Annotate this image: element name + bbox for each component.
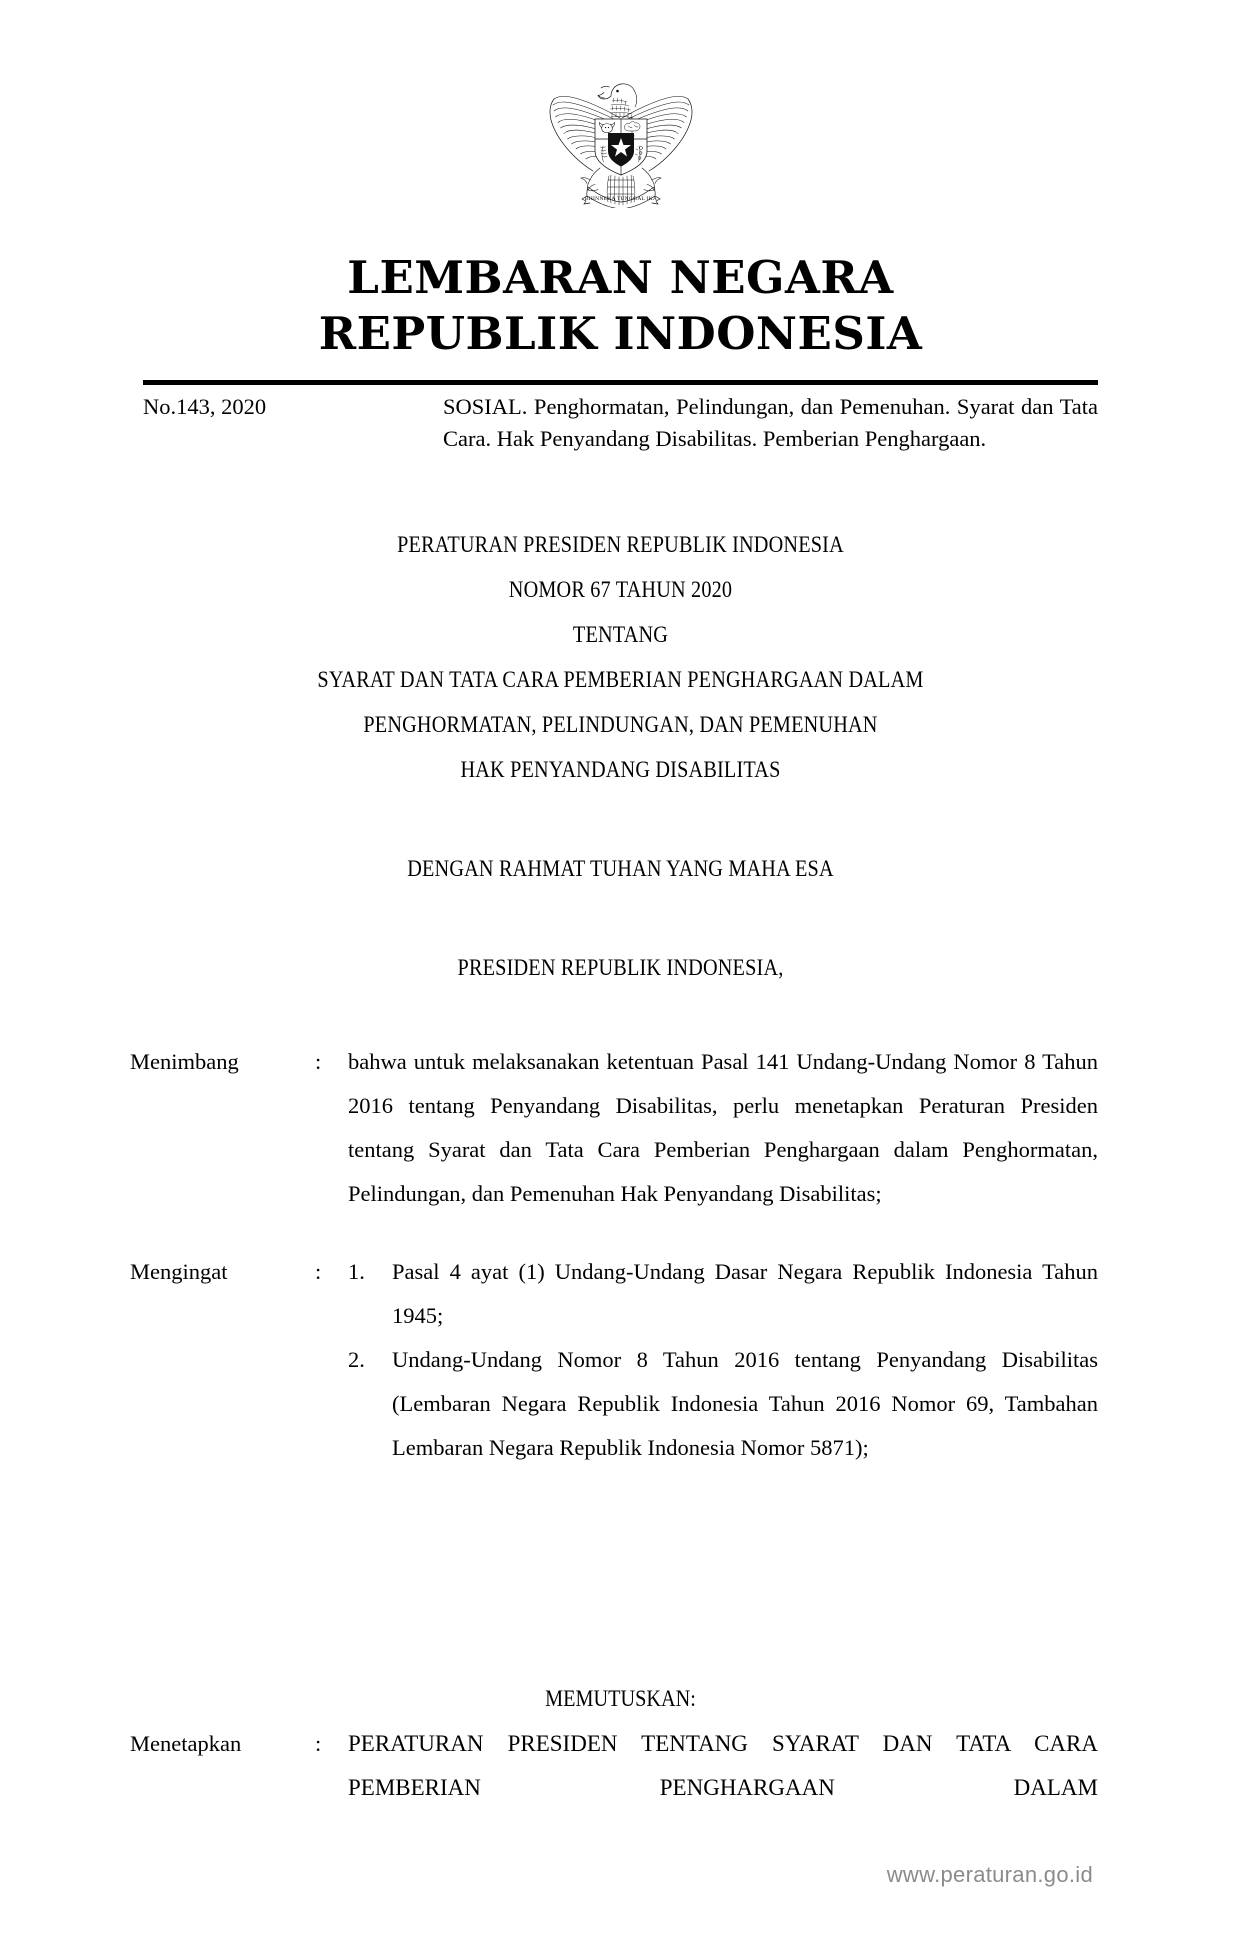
gazette-subject: SOSIAL. Penghormatan, Pelindungan, dan Pemenuhan. Syarat dan Tata Cara. Hak Penyandang Disabilitas. Pemberian Penghargaan. — [443, 394, 1098, 451]
title-line-authority: PERATURAN PRESIDEN REPUBLIK INDONESIA — [397, 532, 844, 557]
title-subject-line-1: SYARAT DAN TATA CARA PEMBERIAN PENGHARGAAN DALAM — [317, 667, 924, 692]
list-item-marker: 1. — [348, 1259, 365, 1284]
emblem-container — [0, 58, 1241, 208]
footer-watermark: www.peraturan.go.id — [886, 1862, 1093, 1887]
title-subject-line-2: PENGHORMATAN, PELINDUNGAN, DAN PEMENUHAN — [363, 712, 878, 737]
masthead — [0, 250, 1241, 362]
clause-mengingat-colon: : — [315, 1259, 322, 1284]
list-item — [348, 1338, 1098, 1470]
title-subject-line-3: HAK PENYANDANG DISABILITAS — [460, 757, 781, 782]
title-line-tentang: TENTANG — [572, 622, 669, 647]
list-item-text: Pasal 4 ayat (1) Undang-Undang Dasar Negara Republik Indonesia Tahun 1945; — [392, 1259, 1098, 1328]
svg-text:BHINNEKA TUNGGAL IKA: BHINNEKA TUNGGAL IKA — [584, 196, 657, 202]
title-line-number: NOMOR 67 TAHUN 2020 — [508, 577, 733, 602]
legal-basis-list — [348, 1250, 1098, 1470]
clause-menetapkan-text: PERATURAN PRESIDEN TENTANG SYARAT DAN TATA CARA PEMBERIAN PENGHARGAAN DALAM — [348, 1731, 1098, 1800]
memutuskan-heading: MEMUTUSKAN: — [545, 1686, 696, 1711]
list-item-text: Undang-Undang Nomor 8 Tahun 2016 tentang Penyandang Disabilitas (Lembaran Negara Republik Indonesia Tahun 2016 Nomor 69, Tambahan Lembaran Negara Republik Indonesia Nomor 5871); — [392, 1347, 1098, 1460]
regulation-title-block — [0, 522, 1241, 990]
garuda-pancasila-emblem — [536, 58, 706, 208]
clause-menetapkan-label: Menetapkan — [130, 1731, 242, 1756]
clause-menimbang-colon: : — [315, 1049, 322, 1074]
list-item-marker: 2. — [348, 1347, 365, 1372]
gazette-number: No.143, 2020 — [143, 394, 267, 419]
clause-menimbang-text: bahwa untuk melaksanakan ketentuan Pasal 141 Undang-Undang Nomor 8 Tahun 2016 tentang Penyandang Disabilitas, perlu menetapkan Peraturan Presiden tentang Syarat dan Tata Cara Pemberian Penghargaan dalam Penghormatan, Pelindungan, dan Pemenuhan Hak Penyandang Disabilitas; — [348, 1049, 1098, 1206]
clause-menetapkan-colon: : — [315, 1731, 322, 1756]
clause-mengingat-list — [348, 1250, 1098, 1470]
clause-menimbang — [130, 1040, 1098, 1216]
issuing-office-line: PRESIDEN REPUBLIK INDONESIA, — [457, 955, 784, 980]
masthead-line-1: LEMBARAN NEGARA — [347, 251, 894, 304]
masthead-line-2: REPUBLIK INDONESIA — [318, 307, 923, 360]
blessing-line: DENGAN RAHMAT TUHAN YANG MAHA ESA — [407, 856, 834, 881]
header-divider — [143, 380, 1098, 385]
gazette-header — [143, 391, 1098, 455]
clause-mengingat — [130, 1250, 1098, 1470]
clause-menimbang-label: Menimbang — [130, 1049, 239, 1074]
clause-mengingat-label: Mengingat — [130, 1259, 228, 1284]
list-item — [348, 1250, 1098, 1338]
clause-menetapkan — [130, 1722, 1098, 1810]
clause-section — [130, 1040, 1098, 1504]
